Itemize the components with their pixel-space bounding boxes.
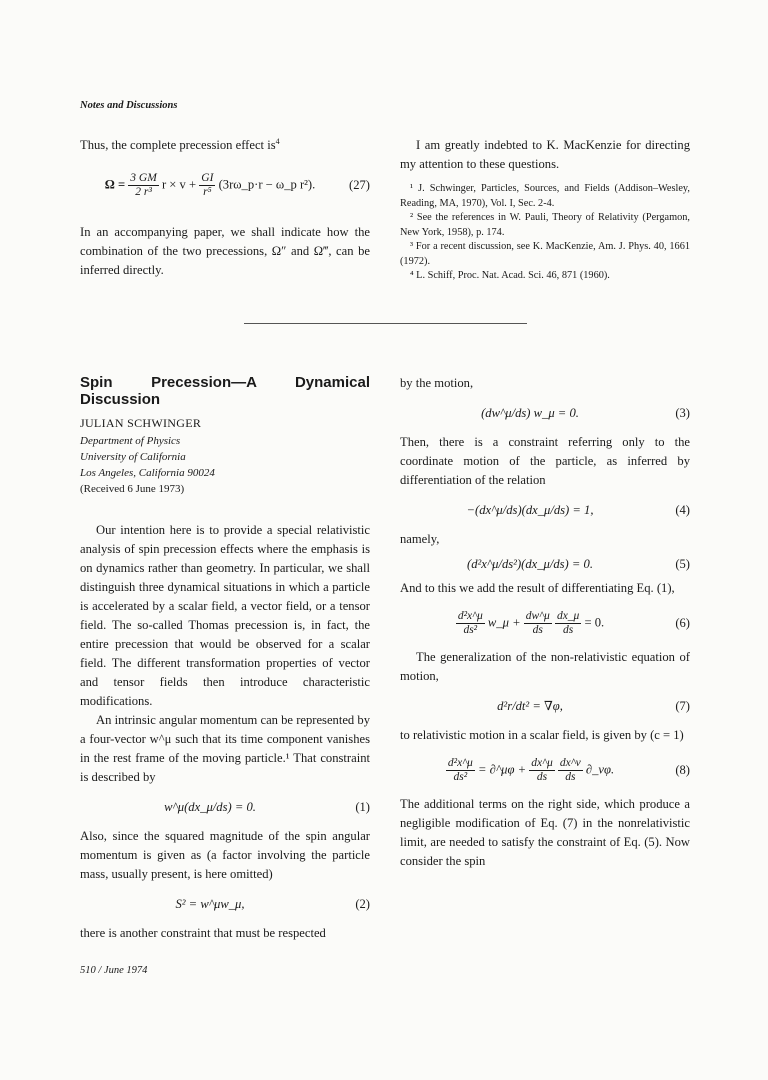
- paragraph-constraint: there is another constraint that must be respected: [80, 926, 326, 940]
- equation-1: w^μ(dx_μ/ds) = 0. (1): [164, 799, 370, 814]
- paragraph-squared: Also, since the squared magnitude of the spin angular momentum is given as (a factor involving the particle mass, usually present, is here omitted): [80, 829, 370, 881]
- article-right-column: [400, 374, 690, 871]
- equation-3: (dw^μ/ds) w_μ = 0. (3): [481, 405, 690, 420]
- equation-7: d²r/dt² = ∇φ, (7): [497, 698, 690, 713]
- paragraph-scalar: to relativistic motion in a scalar field, is given by (c = 1): [400, 728, 684, 742]
- paragraph-generalization: The generalization of the non-relativistic equation of motion,: [400, 650, 690, 683]
- intro-text: Thus, the complete precession effect $is^4$: [80, 136, 280, 152]
- footnotes: [400, 182, 690, 284]
- footnote: ⁴ L. Schiff, Proc. Nat. Acad. Sci. 46, 871 (1960).: [410, 270, 610, 281]
- equation-5: (d²x^μ/ds²)(dx_μ/ds) = 0. (5): [467, 556, 690, 571]
- paragraph-coordinate: Then, there is a constraint referring only to the coordinate motion of the particle, as inferred by differentiation of the relation: [400, 435, 690, 487]
- top-left-column: [80, 136, 370, 280]
- footnote: ¹ J. Schwinger, Particles, Sources, and Fields (Addison–Wesley, Reading, MA, 1970), Vol. I, Sec. 2-4.: [400, 183, 690, 209]
- acknowledgment: I am greatly indebted to K. MacKenzie for directing my attention to these questions.: [400, 138, 690, 171]
- article-left-column: [80, 374, 370, 943]
- running-head: Notes and Discussions: [80, 100, 178, 111]
- top-right-column: [400, 136, 690, 284]
- closing-paragraph: In an accompanying paper, we shall indicate how the combination of the two precessions, Ω″ and Ω‴, can be inferred directly.: [80, 225, 370, 277]
- page-footer: 510 / June 1974: [80, 965, 148, 976]
- paragraph-additional: The additional terms on the right side, which produce a negligible modification of Eq. (7) in the nonrelativistic limit, are needed to satisfy the constraint of Eq. (5). Now consider the spin: [400, 797, 690, 868]
- equation-4: −(dx^μ/ds)(dx_μ/ds) = 1, (4): [466, 502, 690, 517]
- section-divider: [244, 323, 527, 324]
- affiliation: Department of Physics University of California Los Angeles, California 90024 (Received 6 June 1973): [80, 435, 215, 495]
- paragraph-namely: namely,: [400, 532, 440, 546]
- article-title: Spin Precession—A Dynamical Discussion: [80, 374, 370, 408]
- equation-27: Ω = $\frac{3 GM}{\text{2 r³}}$ r × v + $\frac{GI}{\text{r⁵}}$ (3rω_p·r − ω_p r²). (27): [104, 171, 370, 198]
- equation-6: $\frac{\text{d²x\textasciicircum{}μ}}{\text{ds²}}$ w_μ + $\frac{dw\^{}\mu}{ds}$ $\frac{dx\_\mu}{ds}$ = 0. (6): [457, 609, 690, 636]
- footnote: ³ For a recent discussion, see K. MacKenzie, Am. J. Phys. 40, 1661 (1972).: [400, 241, 690, 267]
- author: JULIAN SCHWINGER: [80, 416, 202, 430]
- footnote: ² See the references in W. Pauli, Theory of Relativity (Pergamon, New York, 1958), p. 174.: [400, 212, 690, 238]
- paragraph-differentiate: And to this we add the result of differentiating Eq. (1),: [400, 581, 675, 595]
- equation-2: S² = w^μw_μ, (2): [175, 896, 370, 911]
- equation-8: $\frac{\text{d²x\textasciicircum{}μ}}{\text{ds²}}$ = ∂^μφ + $\frac{dx\^{}\mu}{ds}$ $\frac{dx\^{}\nu}{ds}$ ∂_νφ. (8): [447, 756, 690, 783]
- paragraph-fourvector: An intrinsic angular momentum can be represented by a four-vector w^μ such that its time component vanishes in the rest frame of the moving particle.¹ That constraint is described by: [80, 713, 370, 784]
- paragraph-motion: by the motion,: [400, 376, 474, 390]
- paragraph-intro: Our intention here is to provide a special relativistic analysis of spin precession effects where the emphasis is on dynamics rather than geometry. In particular, we shall distinguish three dynamical situations in which a particle is accelerated by a scalar field, a vector field, or a tensor field. The so-called Thomas precession is, in fact, the entire precession that would be observed for a scalar field. The different transformation properties of vector and tensor fields then introduce characteristic modifications.: [80, 523, 370, 708]
